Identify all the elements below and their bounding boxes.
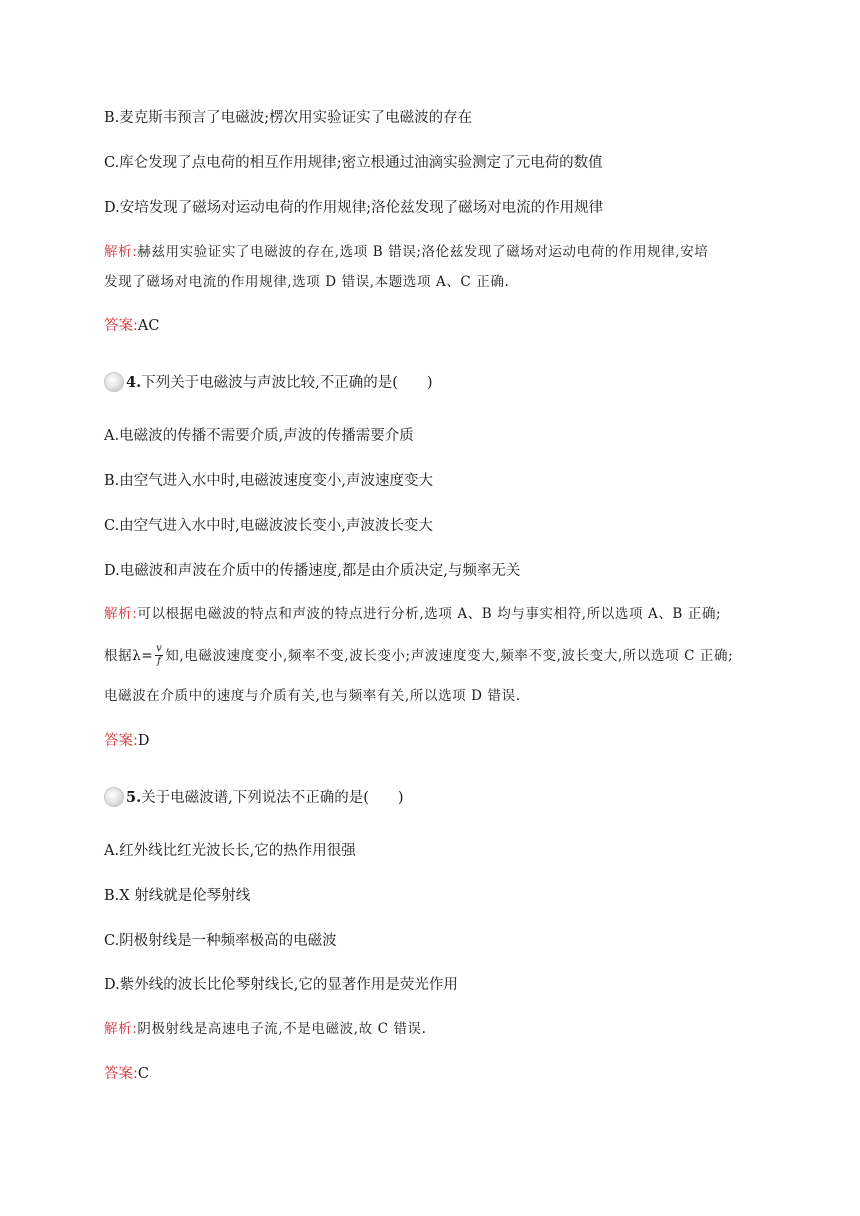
q4-option-a: A.电磁波的传播不需要介质,声波的传播需要介质 (104, 428, 414, 444)
q5-option-a: A.红外线比红光波长长,它的热作用很强 (104, 843, 356, 859)
q4-stem-text: 下列关于电磁波与声波比较,不正确的是( ) (141, 375, 433, 391)
q3-explanation-line-1 (104, 242, 708, 262)
question-marker-icon (104, 372, 124, 392)
q5-option-d: D.紫外线的波长比伦琴射线长,它的显著作用是荧光作用 (104, 977, 458, 993)
q4-stem (104, 373, 433, 399)
q3-explanation-line-2: 发现了磁场对电流的作用规律,选项 D 错误,本题选项 A、C 正确. (104, 274, 510, 290)
q3-answer-label: 答案: (104, 318, 138, 334)
fraction-denominator: f (157, 656, 162, 667)
q4-option-d: D.电磁波和声波在介质中的传播速度,都是由介质决定,与频率无关 (104, 563, 521, 579)
q5-stem (104, 788, 404, 814)
q5-number: 5. (126, 789, 142, 806)
q3-answer-value: AC (137, 318, 160, 334)
q3-option-d: D.安培发现了磁场对运动电荷的作用规律;洛伦兹发现了磁场对电流的作用规律 (104, 200, 604, 216)
q3-option-b: B.麦克斯韦预言了电磁波;楞次用实验证实了电磁波的存在 (104, 110, 473, 126)
q4-option-c: C.由空气进入水中时,电磁波波长变小,声波波长变大 (104, 518, 433, 534)
q5-explanation-line-1 (104, 1019, 427, 1039)
q4-answer (104, 731, 150, 751)
q4-explanation-line-1 (104, 604, 721, 624)
q4-explanation-label: 解析: (104, 606, 138, 622)
q4-option-b: B.由空气进入水中时,电磁波速度变小,声波速度变大 (104, 473, 433, 489)
q4-explanation-text-2a: 根据λ= (104, 648, 154, 664)
q3-explanation-label: 解析: (104, 244, 138, 260)
q4-answer-value: D (137, 733, 150, 749)
q4-number: 4. (126, 374, 142, 391)
q3-answer (104, 316, 159, 336)
q4-explanation-text-2b: 知,电磁波速度变小,频率不变,波长变小;声波速度变大,频率不变,波长变大,所以选项 C 正确; (165, 648, 734, 664)
q4-explanation-line-3: 电磁波在介质中的速度与介质有关,也与频率有关,所以选项 D 错误. (104, 688, 521, 704)
q5-answer-label: 答案: (104, 1066, 138, 1082)
q5-explanation-label: 解析: (104, 1021, 138, 1037)
question-marker-icon (104, 787, 124, 807)
q5-answer (104, 1064, 149, 1084)
q5-stem-text: 关于电磁波谱,下列说法不正确的是( ) (141, 790, 404, 806)
q5-header (104, 788, 404, 808)
q5-option-c: C.阴极射线是一种频率极高的电磁波 (104, 933, 337, 949)
q5-option-b: B.X 射线就是伦琴射线 (104, 888, 251, 904)
q4-header (104, 373, 433, 393)
q3-explanation-text-1: 赫兹用实验证实了电磁波的存在,选项 B 错误;洛伦兹发现了磁场对运动电荷的作用规律,安培 (137, 244, 709, 260)
fraction-numerator: v (156, 643, 163, 654)
q5-answer-value: C (137, 1066, 149, 1082)
q4-answer-label: 答案: (104, 733, 138, 749)
q4-explanation-text-1: 可以根据电磁波的特点和声波的特点进行分析,选项 A、B 均与事实相符,所以选项 A、B 正确; (137, 606, 722, 622)
q4-explanation-line-2 (104, 645, 733, 668)
q3-option-c: C.库仑发现了点电荷的相互作用规律;密立根通过油滴实验测定了元电荷的数值 (104, 155, 603, 171)
q5-explanation-text-1: 阴极射线是高速电子流,不是电磁波,故 C 错误. (137, 1021, 427, 1037)
wavelength-fraction (155, 644, 163, 667)
